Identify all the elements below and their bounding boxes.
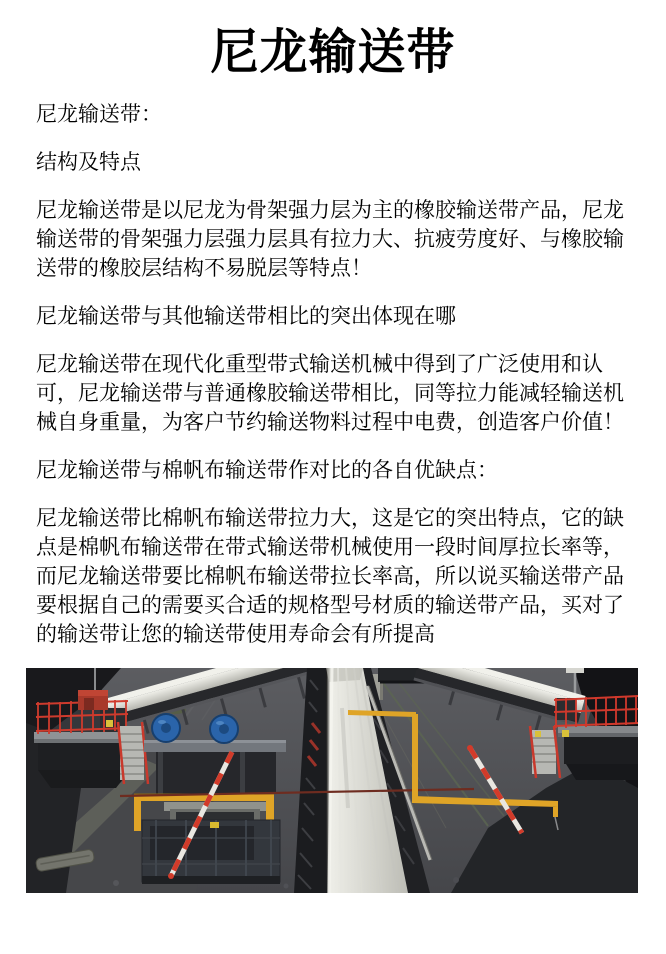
section-structure-heading: 结构及特点	[36, 151, 141, 174]
advantages-paragraph: 尼龙输送带在现代化重型带式输送机械中得到了广泛使用和认可，尼龙输送带与普通橡胶输送带相比，同等拉力能减轻输送机械自身重量，为客户节约输送物料过程中电费，创造客户价值！	[36, 353, 624, 434]
article-page	[0, 24, 666, 954]
page-title: 尼龙输送带	[210, 26, 456, 79]
intro-line: 尼龙输送带：	[36, 103, 162, 126]
conveyor-belt-photo-scene	[26, 668, 638, 893]
cotton-comparison-heading: 尼龙输送带与棉帆布输送带作对比的各自优缺点：	[36, 459, 498, 482]
comparison-question: 尼龙输送带与其他输送带相比的突出体现在哪	[36, 305, 456, 328]
article-body	[0, 100, 666, 649]
cotton-comparison-paragraph: 尼龙输送带比棉帆布输送带拉力大，这是它的突出特点，它的缺点是棉帆布输送带在带式输送带机械使用一段时间厚拉长率等，而尼龙输送带要比棉帆布输送带拉长率高，所以说买输送带产品要根据自己的需要买合适的规格型号材质的输送带产品，买对了的输送带让您的输送带使用寿命会有所提高	[36, 507, 624, 646]
conveyor-belt-photo	[26, 668, 638, 893]
structure-paragraph: 尼龙输送带是以尼龙为骨架强力层为主的橡胶输送带产品，尼龙输送带的骨架强力层强力层具有拉力大、抗疲劳度好、与橡胶输送带的橡胶层结构不易脱层等特点！	[36, 199, 624, 280]
